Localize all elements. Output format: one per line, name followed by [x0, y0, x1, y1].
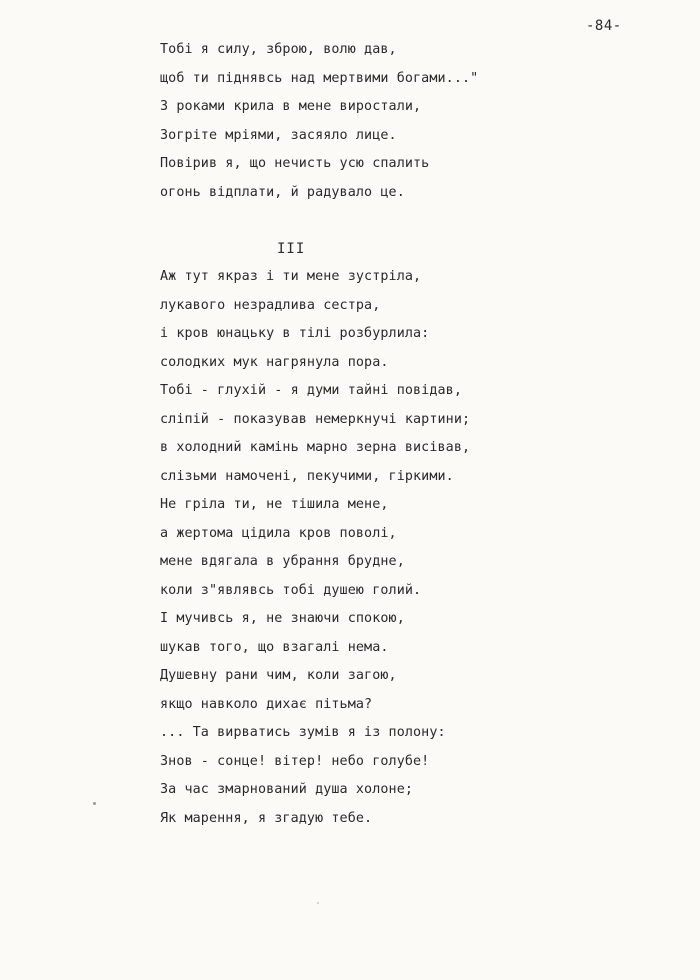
poem-line: лукавого незрадлива сестра,: [160, 297, 381, 313]
poem-line: Зогріте мріями, засяяло лице.: [160, 127, 397, 143]
page-number: -84-: [586, 18, 622, 34]
poem-line: якщо навколо дихає пітьма?: [160, 696, 373, 712]
poem-line: а жертома цідила кров поволі,: [160, 525, 397, 541]
poem-line: огонь відплати, й радувало це.: [160, 184, 405, 200]
paper-speck: [93, 802, 96, 805]
poem-line: Тобі - глухій - я думи тайні повідав,: [160, 383, 462, 398]
poem-line: в холодний камінь марно зерна висівав,: [160, 440, 471, 455]
section-heading: III: [277, 241, 306, 257]
poem-line: Не гріла ти, не тішила мене,: [160, 497, 389, 512]
stanza-2: [160, 263, 470, 833]
poem-line: ... Та вирватись зумів я із полону:: [160, 725, 446, 740]
poem-line: Знов - сонце! вітер! небо голубе!: [160, 753, 430, 769]
poem-line: слізьми намочені, пекучими, гіркими.: [160, 468, 454, 484]
poem-line: З роками крила в мене виростали,: [160, 99, 422, 114]
poem-line: Тобі я силу, зброю, волю дав,: [160, 42, 397, 57]
poem-line: І мучивсь я, не знаючи спокою,: [160, 611, 405, 626]
poem-line: Повірив я, що нечисть усю спалить: [160, 156, 430, 171]
poem-line: щоб ти піднявсь над мертвими богами...": [160, 70, 479, 86]
poem-line: мене вдягала в убрання брудне,: [160, 554, 405, 569]
poem-line: За час змарнований душа холоне;: [160, 782, 414, 797]
poem-line: Аж тут якраз і ти мене зустріла,: [160, 269, 422, 284]
poem-line: коли з"являвсь тобі душею голий.: [160, 582, 422, 598]
poem-line: і кров юнацьку в тілі розбурлила:: [160, 326, 430, 341]
poem-line: солодких мук нагрянула пора.: [160, 354, 389, 370]
poem-line: Як марення, я згадую тебе.: [160, 810, 373, 826]
poem-line: Душевну рани чим, коли загою,: [160, 668, 397, 683]
poem-line: сліпій - показував немеркнучі картини;: [160, 411, 471, 427]
stanza-1: [160, 36, 478, 207]
paper-speck: [317, 902, 319, 904]
poem-line: шукав того, що взагалі нема.: [160, 639, 389, 655]
